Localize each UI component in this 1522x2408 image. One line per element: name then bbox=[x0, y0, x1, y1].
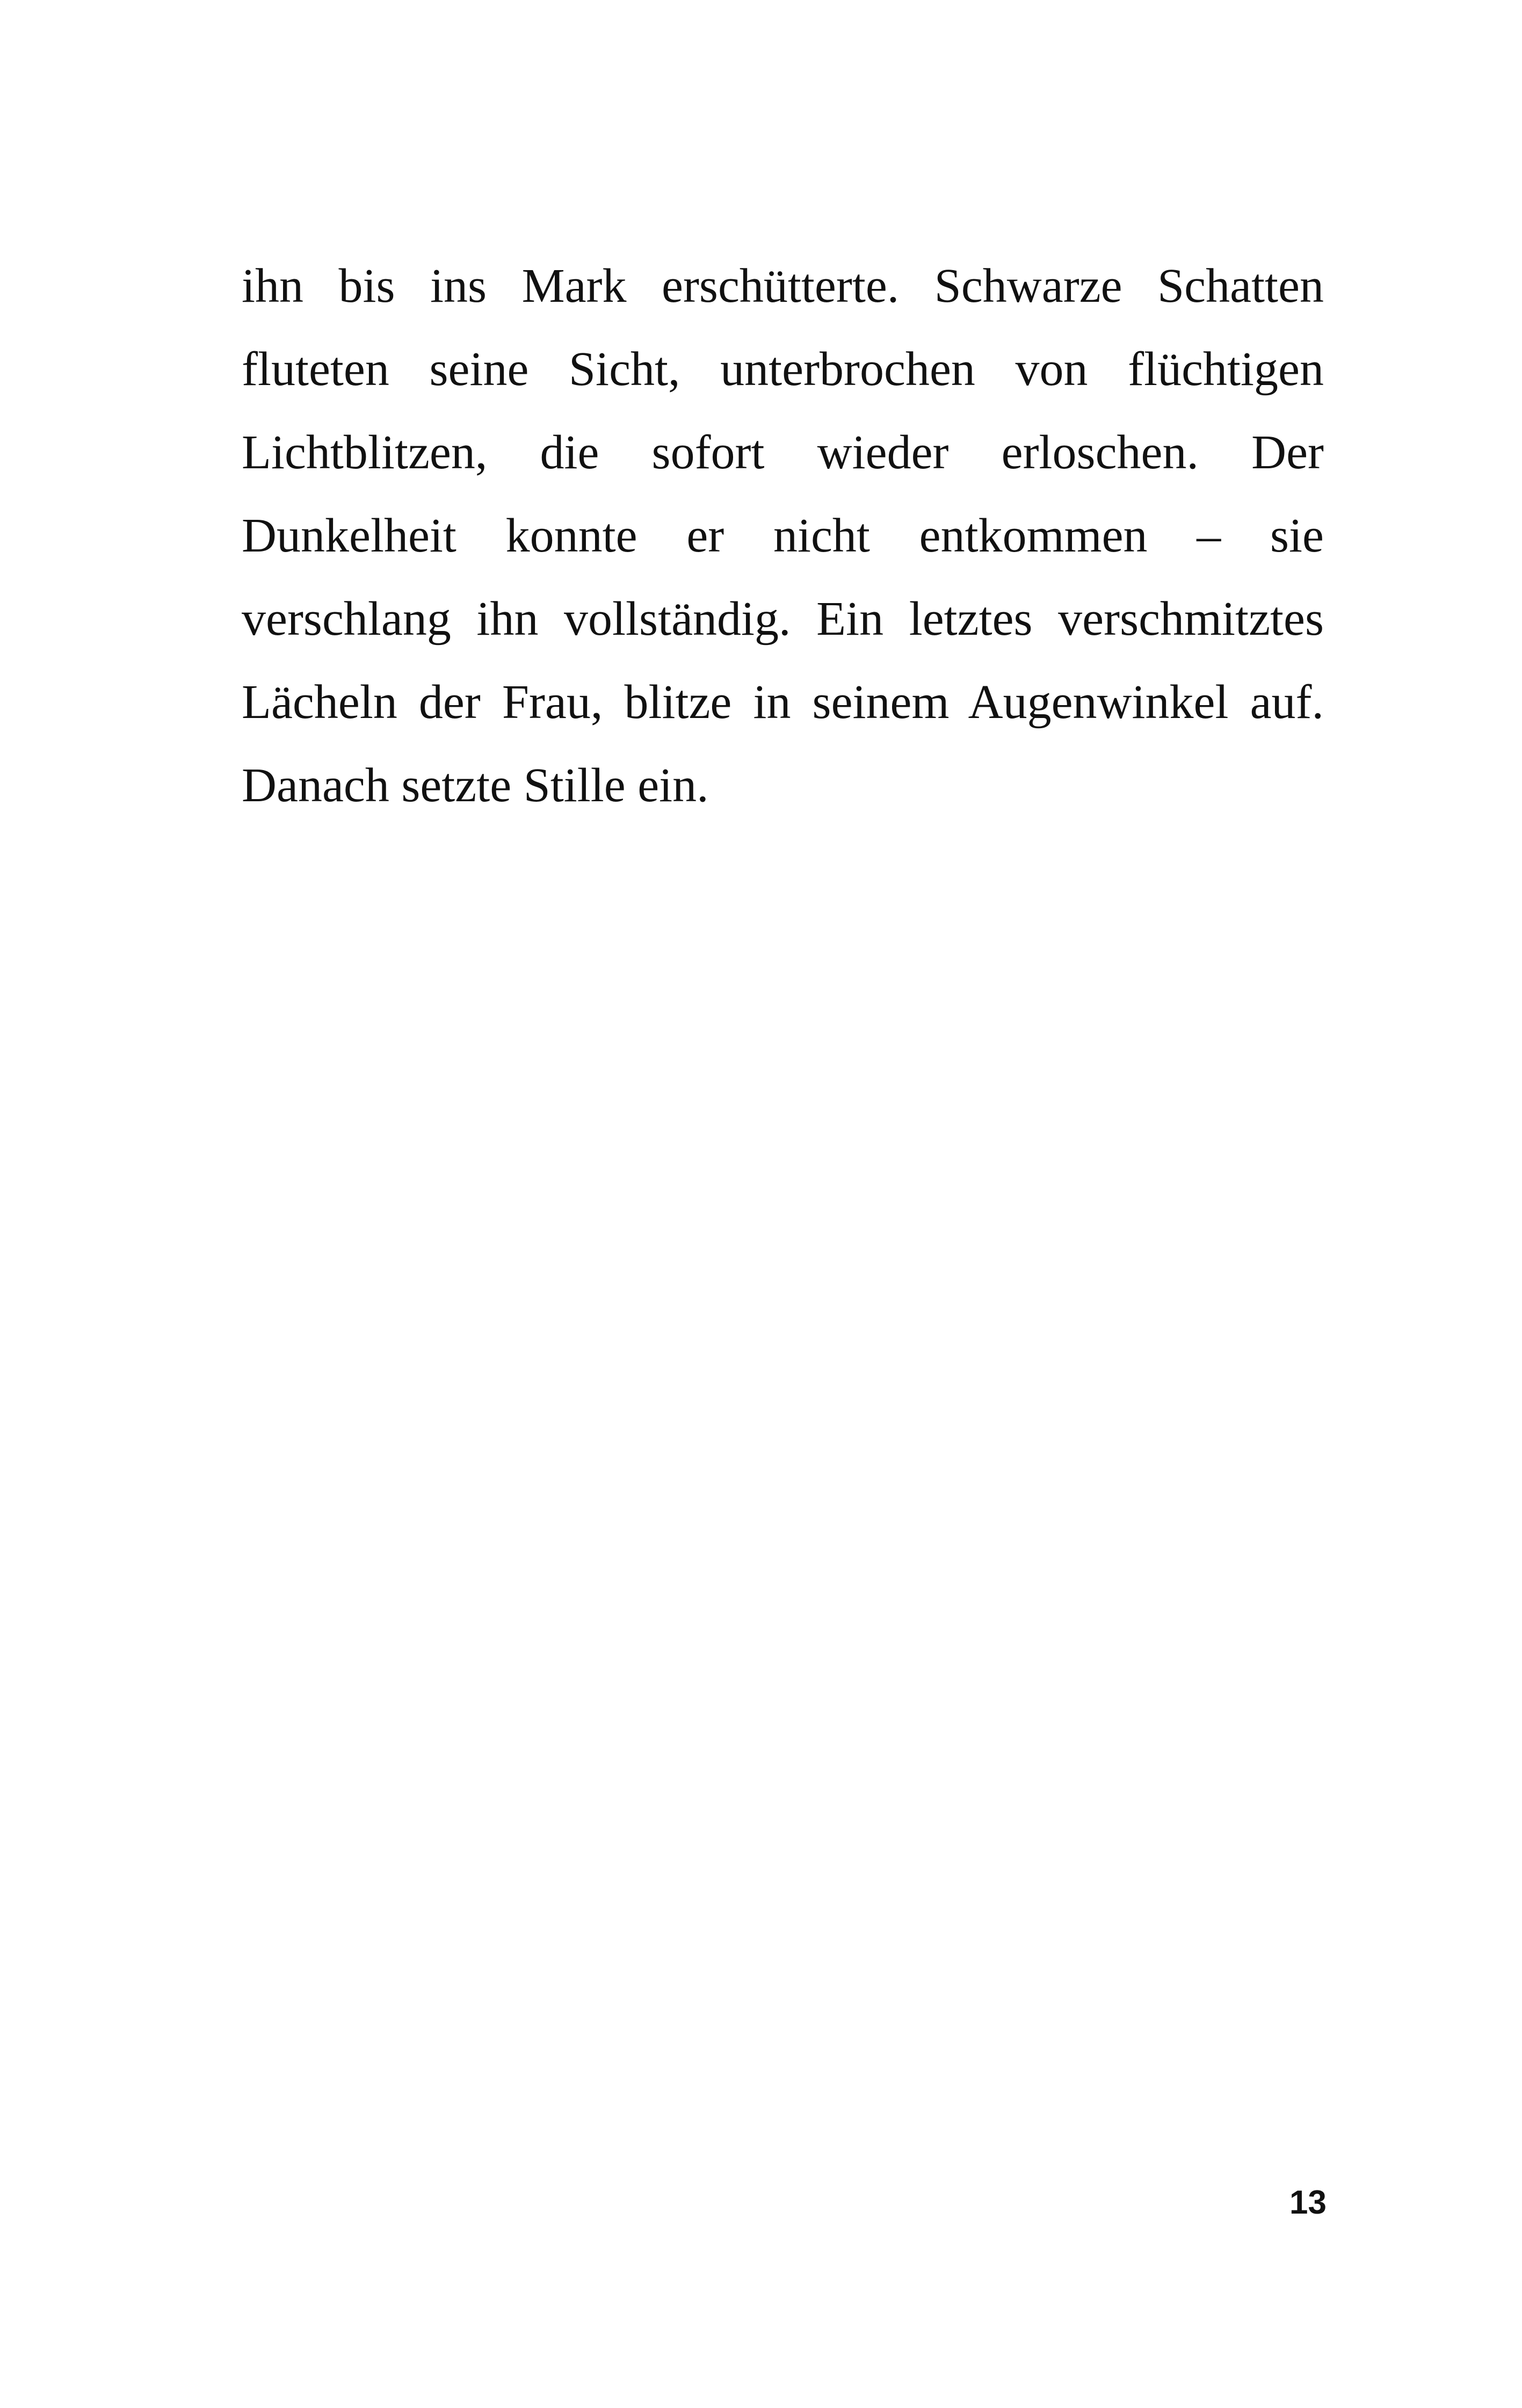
body-paragraph bbox=[242, 244, 1324, 827]
text-line: fluteten seine Sicht, unterbrochen von flüchtigen bbox=[242, 343, 1324, 396]
text-line: Danach setzte Stille ein. bbox=[242, 759, 709, 812]
text-line: verschlang ihn vollständig. Ein letztes verschmitztes bbox=[242, 592, 1324, 645]
text-line: ihn bis ins Mark erschütterte. Schwarze Schatten bbox=[242, 259, 1324, 313]
text-line: Dunkelheit konnte er nicht entkommen – sie bbox=[242, 509, 1324, 562]
text-line: Lächeln der Frau, blitze in seinem Augenwinkel auf. bbox=[242, 676, 1324, 729]
page-number: 13 bbox=[1289, 2184, 1327, 2221]
text-line: Lichtblitzen, die sofort wieder erloschen. Der bbox=[242, 426, 1324, 479]
